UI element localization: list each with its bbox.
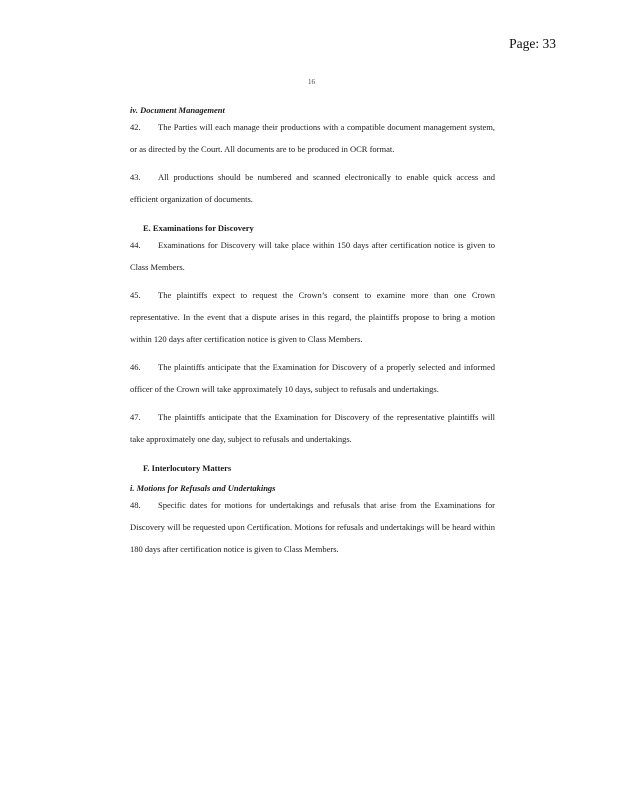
section-heading-examinations: E. Examinations for Discovery <box>143 223 254 233</box>
page-number: 16 <box>308 78 315 86</box>
paragraph-text: The plaintiffs anticipate that the Examination for Discovery of a properly selected and informed officer of the Crown will take approximately 10 days, subject to refusals and undertakings. <box>130 362 495 394</box>
spacer <box>130 210 495 222</box>
paragraph-text: All productions should be numbered and scanned electronically to enable quick access and efficient organization of documents. <box>130 172 495 204</box>
paragraph-43 <box>130 166 495 210</box>
paragraph-44 <box>130 234 495 278</box>
paragraph-text: Specific dates for motions for undertakings and refusals that arise from the Examinations for Discovery will be requested upon Certification. Motions for refusals and undertakings will be heard within 180 days after certification notice is given to Class Members. <box>130 500 495 554</box>
page-label: Page: 33 <box>509 36 556 51</box>
paragraph-48 <box>130 494 495 560</box>
section-heading-interlocutory: F. Interlocutory Matters <box>143 463 232 473</box>
paragraph-number: 43. <box>130 172 141 182</box>
paragraph-46 <box>130 356 495 400</box>
paragraph-number: 42. <box>130 122 141 132</box>
paragraph-text: Examinations for Discovery will take place within 150 days after certification notice is given to Class Members. <box>130 240 495 272</box>
paragraph-number: 46. <box>130 362 141 372</box>
paragraph-42 <box>130 116 495 160</box>
paragraph-number: 48. <box>130 500 141 510</box>
paragraph-45 <box>130 284 495 350</box>
paragraph-text: The plaintiffs expect to request the Crown’s consent to examine more than one Crown representative. In the event that a dispute arises in this regard, the plaintiffs propose to bring a motion within 120 days after certification notice is given to Class Members. <box>130 290 495 344</box>
section-heading-motions: i. Motions for Refusals and Undertakings <box>130 483 276 493</box>
paragraph-text: The plaintiffs anticipate that the Examination for Discovery of the representative plaintiffs will take approximately one day, subject to refusals and undertakings. <box>130 412 495 444</box>
spacer <box>130 450 495 462</box>
document-body <box>130 104 495 560</box>
paragraph-number: 47. <box>130 412 141 422</box>
paragraph-47 <box>130 406 495 450</box>
paragraph-number: 44. <box>130 240 141 250</box>
section-heading-document-management: iv. Document Management <box>130 105 225 115</box>
spacer <box>130 474 495 482</box>
paragraph-number: 45. <box>130 290 141 300</box>
paragraph-text: The Parties will each manage their productions with a compatible document management system, or as directed by the Court. All documents are to be produced in OCR format. <box>130 122 495 154</box>
